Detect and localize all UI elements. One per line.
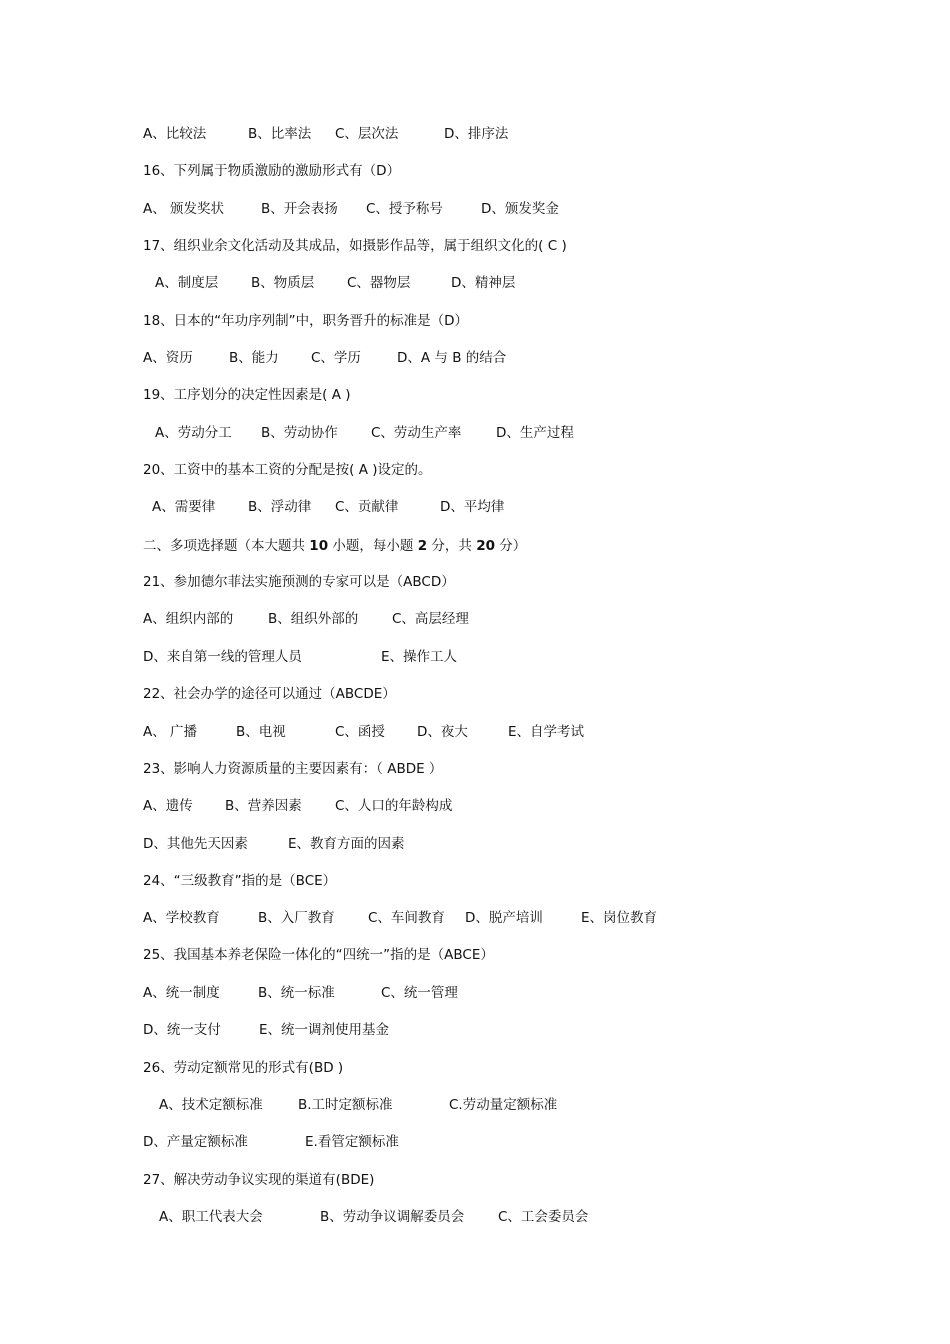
q17-stem: 17、组织业余文化活动及其成品，如摄影作品等，属于组织文化的( C ) (143, 238, 567, 254)
q26-option-d: D、产量定额标准 (143, 1134, 248, 1150)
q21-option-b: B、组织外部的 (268, 611, 359, 627)
section-heading-total: 20 (476, 538, 495, 554)
q17-option-b: B、物质层 (251, 275, 315, 291)
q26-option-a: A、技术定额标准 (159, 1097, 263, 1113)
q27-stem: 27、解决劳动争议实现的渠道有(BDE) (143, 1172, 375, 1188)
q15-option-d: D、排序法 (444, 126, 509, 142)
q19-stem: 19、工序划分的决定性因素是( A ) (143, 387, 351, 403)
q18-option-d: D、A 与 B 的结合 (397, 350, 507, 366)
q24-option-d: D、脱产培训 (465, 910, 543, 926)
q22-option-e: E、自学考试 (508, 724, 585, 740)
q27-option-c: C、工会委员会 (498, 1209, 589, 1225)
q23-option-e: E、教育方面的因素 (288, 836, 405, 852)
q19-option-b: B、劳动协作 (261, 425, 338, 441)
section-heading-points: 2 (417, 538, 428, 554)
q23-option-a: A、遗传 (143, 798, 193, 814)
q18-option-c: C、学历 (311, 350, 361, 366)
q25-option-a: A、统一制度 (143, 985, 220, 1001)
q22-option-a: A、 广播 (143, 724, 198, 740)
section-heading-count: 10 (309, 538, 329, 554)
section-heading-part2: 小题，每小题 (328, 538, 418, 554)
q15-option-c: C、层次法 (335, 126, 399, 142)
q18-option-b: B、能力 (229, 350, 279, 366)
q24-option-a: A、学校教育 (143, 910, 220, 926)
q18-stem: 18、日本的“年功序列制”中，职务晋升的标准是（D） (143, 313, 469, 329)
q23-option-c: C、人口的年龄构成 (335, 798, 453, 814)
q23-stem: 23、影响人力资源质量的主要因素有：（ ABDE ） (143, 761, 443, 777)
q19-option-a: A、劳动分工 (155, 425, 232, 441)
q25-option-b: B、统一标准 (258, 985, 335, 1001)
q15-option-a: A、比较法 (143, 126, 207, 142)
q16-option-b: B、开会表扬 (261, 201, 338, 217)
q24-option-c: C、车间教育 (368, 910, 445, 926)
q20-option-b: B、浮动律 (248, 499, 312, 515)
q20-option-a: A、需要律 (152, 499, 216, 515)
q26-stem: 26、劳动定额常见的形式有(BD ) (143, 1060, 344, 1076)
q26-option-b: B.工时定额标准 (298, 1097, 393, 1113)
q20-option-d: D、平均律 (440, 499, 505, 515)
q22-option-d: D、夜大 (417, 724, 468, 740)
q19-option-c: C、劳动生产率 (371, 425, 462, 441)
q16-option-a: A、 颁发奖状 (143, 201, 225, 217)
q25-stem: 25、我国基本养老保险一体化的“四统一”指的是（ABCE） (143, 947, 494, 963)
q21-option-a: A、组织内部的 (143, 611, 234, 627)
q18-option-a: A、资历 (143, 350, 193, 366)
q22-option-b: B、电视 (236, 724, 286, 740)
q16-stem: 16、下列属于物质激励的激励形式有（D） (143, 163, 401, 179)
q16-option-c: C、授予称号 (366, 201, 443, 217)
q24-option-e: E、岗位教育 (581, 910, 658, 926)
q19-option-d: D、生产过程 (496, 425, 574, 441)
q26-option-c: C.劳动量定额标准 (449, 1097, 558, 1113)
q22-option-c: C、函授 (335, 724, 385, 740)
section-heading (143, 534, 526, 558)
q25-option-e: E、统一调剂使用基金 (259, 1022, 390, 1038)
q24-option-b: B、入厂教育 (258, 910, 335, 926)
q17-option-d: D、精神层 (451, 275, 516, 291)
q23-option-b: B、营养因素 (225, 798, 302, 814)
q25-option-c: C、统一管理 (381, 985, 458, 1001)
q21-stem: 21、参加德尔菲法实施预测的专家可以是（ABCD） (143, 574, 455, 590)
q23-option-d: D、其他先天因素 (143, 836, 248, 852)
q20-stem: 20、工资中的基本工资的分配是按( A )设定的。 (143, 462, 432, 478)
q27-option-a: A、职工代表大会 (159, 1209, 263, 1225)
q21-option-d: D、来自第一线的管理人员 (143, 649, 302, 665)
section-heading-part1: 二、多项选择题（本大题共 (143, 538, 310, 554)
q16-option-d: D、颁发奖金 (481, 201, 559, 217)
q26-option-e: E.看管定额标准 (305, 1134, 399, 1150)
q21-option-c: C、高层经理 (392, 611, 469, 627)
q17-option-a: A、制度层 (155, 275, 219, 291)
q27-option-b: B、劳动争议调解委员会 (320, 1209, 465, 1225)
q22-stem: 22、社会办学的途径可以通过（ABCDE） (143, 686, 396, 702)
q20-option-c: C、贡献律 (335, 499, 399, 515)
q21-option-e: E、操作工人 (381, 649, 458, 665)
q25-option-d: D、统一支付 (143, 1022, 221, 1038)
section-heading-part3: 分，共 (427, 538, 477, 554)
section-heading-part4: 分） (494, 538, 527, 554)
q15-option-b: B、比率法 (248, 126, 312, 142)
q24-stem: 24、“三级教育”指的是（BCE） (143, 873, 337, 889)
q17-option-c: C、器物层 (347, 275, 411, 291)
